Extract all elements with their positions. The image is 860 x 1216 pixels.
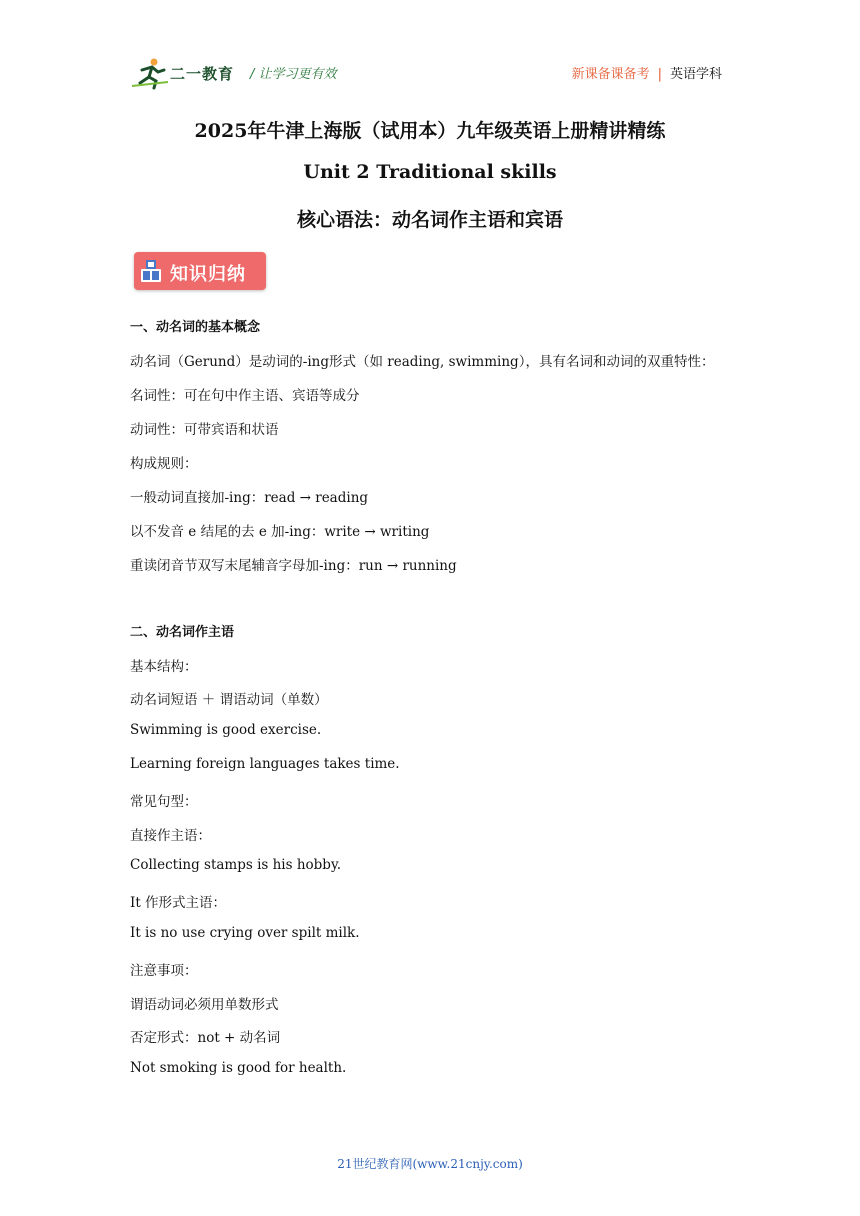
text-line: Not smoking is good for health. xyxy=(130,1060,347,1076)
page-footer: 21世纪教育网(www.21cnjy.com) xyxy=(337,1157,523,1171)
slogan: / 让学习更有效 xyxy=(250,67,337,82)
section-heading-1: 一、动名词的基本概念 xyxy=(130,320,261,335)
text-line: 注意事项： xyxy=(130,963,198,979)
text-line: 一般动词直接加-ing：read → reading xyxy=(130,490,369,506)
text-line: Swimming is good exercise. xyxy=(130,722,322,738)
text-line: 动词性：可带宾语和状语 xyxy=(130,422,279,438)
header-right xyxy=(572,63,722,82)
text-line: It 作形式主语： xyxy=(130,895,227,911)
text-line: 否定形式：not + 动名词 xyxy=(130,1030,281,1046)
knowledge-badge xyxy=(134,252,266,290)
text-line: 重读闭音节双写末尾辅音字母加-ing：run → running xyxy=(130,558,457,574)
grammar-title: 核心语法：动名词作主语和宾语 xyxy=(296,209,563,231)
text-line: Collecting stamps is his hobby. xyxy=(130,857,342,873)
text-line: 动名词短语 ＋ 谓语动词（单数） xyxy=(130,692,328,708)
subject-label: 英语学科 xyxy=(669,67,722,82)
section-heading-2: 二、动名词作主语 xyxy=(130,625,235,640)
unit-title: Unit 2 Traditional skills xyxy=(303,161,557,183)
page-header xyxy=(130,56,730,90)
document-title: 2025年牛津上海版（试用本）九年级英语上册精讲精练 xyxy=(194,120,666,142)
text-line: 直接作主语： xyxy=(130,828,211,844)
text-line: 动名词（Gerund）是动词的-ing形式（如 reading, swimming），具有名词和动词的双重特性： xyxy=(130,354,715,370)
text-line: 常见句型： xyxy=(130,794,198,810)
text-line: 谓语动词必须用单数形式 xyxy=(130,997,279,1013)
logo-text: 二一教育 xyxy=(170,65,235,83)
header-separator: | xyxy=(657,67,662,82)
text-line: 以不发音 e 结尾的去 e 加-ing：write → writing xyxy=(130,524,430,540)
book-icon xyxy=(140,259,162,283)
text-line: 构成规则： xyxy=(130,456,198,472)
badge-label: 知识归纳 xyxy=(170,264,246,285)
brand-logo xyxy=(130,56,250,90)
course-label: 新课备课备考 xyxy=(571,67,650,82)
text-line: Learning foreign languages takes time. xyxy=(130,756,400,772)
text-line: It is no use crying over spilt milk. xyxy=(130,925,360,941)
text-line: 名词性：可在句中作主语、宾语等成分 xyxy=(130,388,360,404)
runner-logo-icon xyxy=(130,56,170,90)
text-line: 基本结构： xyxy=(130,659,198,675)
